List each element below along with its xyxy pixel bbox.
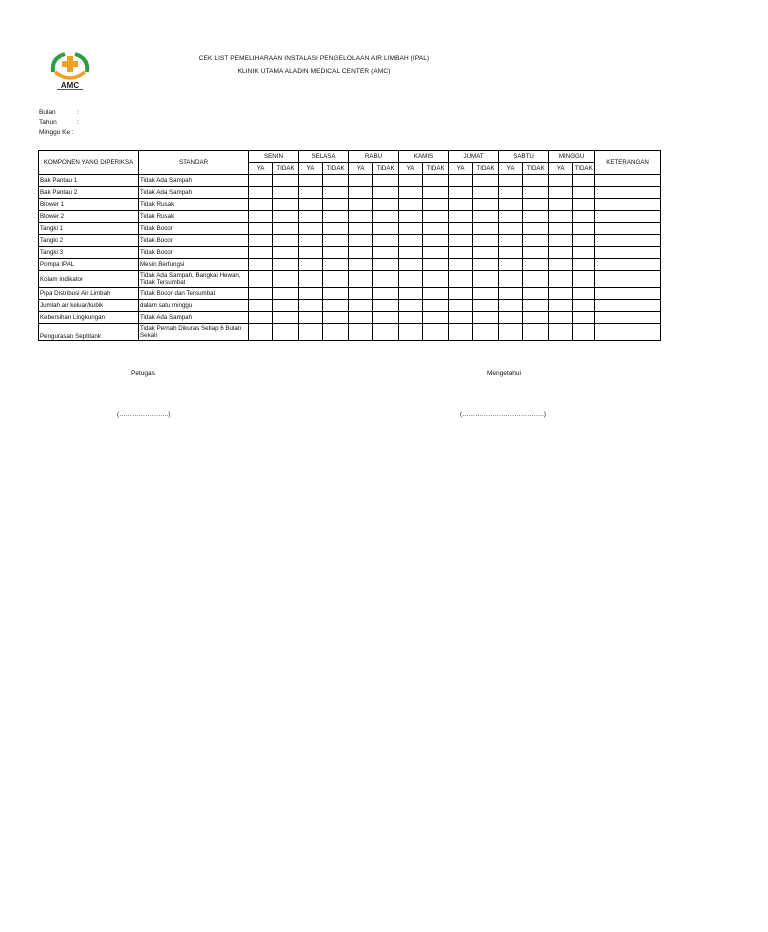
- component-cell: Pengurasan Septitank: [39, 324, 139, 341]
- check-cell-tidak[interactable]: [523, 223, 549, 235]
- check-cell-ya[interactable]: [299, 247, 323, 259]
- standard-cell: Tidak Rusak: [139, 211, 249, 223]
- notes-cell[interactable]: [595, 288, 661, 300]
- check-cell-tidak[interactable]: [373, 259, 399, 271]
- check-cell-ya[interactable]: [299, 175, 323, 187]
- check-cell-tidak[interactable]: [273, 312, 299, 324]
- check-cell-tidak[interactable]: [323, 288, 349, 300]
- check-cell-ya[interactable]: [549, 300, 573, 312]
- component-cell: Blower 2: [39, 211, 139, 223]
- subheader-tidak: TIDAK: [323, 163, 349, 175]
- check-cell-tidak[interactable]: [473, 288, 499, 300]
- table-row: [39, 235, 661, 247]
- notes-cell[interactable]: [595, 259, 661, 271]
- check-cell-tidak[interactable]: [323, 211, 349, 223]
- check-cell-ya[interactable]: [299, 324, 323, 341]
- check-cell-ya[interactable]: [399, 271, 423, 288]
- check-cell-ya[interactable]: [299, 259, 323, 271]
- component-cell: Bak Pantau 2: [39, 187, 139, 199]
- check-cell-tidak[interactable]: [273, 187, 299, 199]
- check-cell-ya[interactable]: [499, 312, 523, 324]
- check-cell-ya[interactable]: [399, 288, 423, 300]
- check-cell-ya[interactable]: [549, 259, 573, 271]
- check-cell-ya[interactable]: [549, 271, 573, 288]
- check-cell-ya[interactable]: [249, 247, 273, 259]
- officer-label: Petugas: [131, 370, 155, 377]
- header-standard: STANDAR: [139, 151, 249, 175]
- check-cell-ya[interactable]: [449, 199, 473, 211]
- check-cell-tidak[interactable]: [423, 211, 449, 223]
- check-cell-ya[interactable]: [399, 187, 423, 199]
- check-cell-ya[interactable]: [299, 223, 323, 235]
- check-cell-tidak[interactable]: [573, 235, 595, 247]
- check-cell-tidak[interactable]: [323, 247, 349, 259]
- table-row: [39, 199, 661, 211]
- subheader-tidak: TIDAK: [473, 163, 499, 175]
- check-cell-tidak[interactable]: [373, 271, 399, 288]
- check-cell-ya[interactable]: [449, 288, 473, 300]
- check-cell-tidak[interactable]: [423, 288, 449, 300]
- standard-cell: Tidak Rusak: [139, 199, 249, 211]
- check-cell-tidak[interactable]: [573, 223, 595, 235]
- check-cell-tidak[interactable]: [523, 247, 549, 259]
- check-cell-tidak[interactable]: [473, 271, 499, 288]
- component-cell: Bak Pantau 1: [39, 175, 139, 187]
- check-cell-tidak[interactable]: [573, 199, 595, 211]
- check-cell-ya[interactable]: [399, 300, 423, 312]
- check-cell-ya[interactable]: [449, 235, 473, 247]
- check-cell-ya[interactable]: [249, 324, 273, 341]
- check-cell-tidak[interactable]: [573, 211, 595, 223]
- check-cell-tidak[interactable]: [573, 175, 595, 187]
- check-cell-tidak[interactable]: [423, 175, 449, 187]
- check-cell-tidak[interactable]: [273, 324, 299, 341]
- table-row: [39, 288, 661, 300]
- check-cell-ya[interactable]: [299, 187, 323, 199]
- check-cell-ya[interactable]: [249, 312, 273, 324]
- check-cell-tidak[interactable]: [523, 259, 549, 271]
- header-day-senin: SENIN: [249, 151, 299, 163]
- check-cell-tidak[interactable]: [323, 271, 349, 288]
- standard-cell: Tidak Pernah Dikuras Setiap 6 Bulan Sekali: [139, 324, 249, 341]
- component-cell: Pompa IPAL: [39, 259, 139, 271]
- check-cell-tidak[interactable]: [473, 247, 499, 259]
- notes-cell[interactable]: [595, 211, 661, 223]
- table-row: [39, 247, 661, 259]
- check-cell-ya[interactable]: [249, 259, 273, 271]
- check-cell-tidak[interactable]: [423, 324, 449, 341]
- check-cell-tidak[interactable]: [423, 199, 449, 211]
- table-row: [39, 271, 661, 288]
- check-cell-ya[interactable]: [349, 223, 373, 235]
- logo-text: AMC: [60, 81, 80, 90]
- check-cell-ya[interactable]: [499, 271, 523, 288]
- check-cell-ya[interactable]: [449, 324, 473, 341]
- component-cell: Jumlah air keluar/kubik: [39, 300, 139, 312]
- check-cell-ya[interactable]: [449, 300, 473, 312]
- standard-cell: Tidak Ada Sampah: [139, 175, 249, 187]
- check-cell-tidak[interactable]: [473, 259, 499, 271]
- check-cell-ya[interactable]: [249, 175, 273, 187]
- check-cell-ya[interactable]: [449, 259, 473, 271]
- component-cell: Tangki 1: [39, 223, 139, 235]
- table-row: [39, 187, 661, 199]
- check-cell-tidak[interactable]: [523, 312, 549, 324]
- check-cell-ya[interactable]: [549, 235, 573, 247]
- check-cell-tidak[interactable]: [473, 300, 499, 312]
- check-cell-tidak[interactable]: [373, 187, 399, 199]
- check-cell-ya[interactable]: [499, 223, 523, 235]
- check-cell-ya[interactable]: [349, 175, 373, 187]
- check-cell-tidak[interactable]: [423, 300, 449, 312]
- notes-cell[interactable]: [595, 223, 661, 235]
- header-day-rabu: RABU: [349, 151, 399, 163]
- check-cell-ya[interactable]: [549, 223, 573, 235]
- check-cell-ya[interactable]: [549, 175, 573, 187]
- check-cell-ya[interactable]: [399, 259, 423, 271]
- check-cell-tidak[interactable]: [373, 247, 399, 259]
- header-component: KOMPONEN YANG DIPERIKSA: [39, 151, 139, 175]
- subheader-ya: YA: [549, 163, 573, 175]
- notes-cell[interactable]: [595, 187, 661, 199]
- check-cell-ya[interactable]: [449, 175, 473, 187]
- check-cell-tidak[interactable]: [373, 235, 399, 247]
- check-cell-ya[interactable]: [349, 187, 373, 199]
- meta-bulan: Bulan :: [39, 109, 79, 116]
- check-cell-ya[interactable]: [549, 288, 573, 300]
- check-cell-ya[interactable]: [449, 271, 473, 288]
- subheader-ya: YA: [299, 163, 323, 175]
- check-cell-tidak[interactable]: [423, 312, 449, 324]
- check-cell-ya[interactable]: [349, 199, 373, 211]
- check-cell-ya[interactable]: [499, 199, 523, 211]
- check-cell-tidak[interactable]: [273, 300, 299, 312]
- check-cell-tidak[interactable]: [473, 187, 499, 199]
- header-day-selasa: SELASA: [299, 151, 349, 163]
- check-cell-ya[interactable]: [549, 324, 573, 341]
- check-cell-tidak[interactable]: [323, 175, 349, 187]
- meta-tahun: Tahun :: [39, 119, 79, 126]
- check-cell-tidak[interactable]: [523, 235, 549, 247]
- check-cell-tidak[interactable]: [273, 211, 299, 223]
- component-cell: Kebersihan Lingkungan: [39, 312, 139, 324]
- check-cell-tidak[interactable]: [323, 312, 349, 324]
- check-cell-ya[interactable]: [299, 288, 323, 300]
- check-cell-ya[interactable]: [549, 211, 573, 223]
- table-row: [39, 175, 661, 187]
- check-cell-tidak[interactable]: [523, 271, 549, 288]
- check-cell-ya[interactable]: [549, 199, 573, 211]
- check-cell-ya[interactable]: [249, 288, 273, 300]
- subheader-tidak: TIDAK: [373, 163, 399, 175]
- header-day-jumat: JUMAT: [449, 151, 499, 163]
- check-cell-tidak[interactable]: [373, 312, 399, 324]
- table-row: [39, 324, 661, 341]
- subheader-ya: YA: [499, 163, 523, 175]
- check-cell-tidak[interactable]: [423, 187, 449, 199]
- standard-cell: Tidak Ada Sampah, Bangkai Hewan, Tidak Tersumbat: [139, 271, 249, 288]
- component-cell: Pipa Distribusi Air Limbah: [39, 288, 139, 300]
- component-cell: Tangki 3: [39, 247, 139, 259]
- check-cell-tidak[interactable]: [523, 175, 549, 187]
- check-cell-tidak[interactable]: [373, 223, 399, 235]
- header-day-sabtu: SABTU: [499, 151, 549, 163]
- component-cell: Kolam Indikator: [39, 271, 139, 288]
- check-cell-ya[interactable]: [449, 312, 473, 324]
- check-cell-ya[interactable]: [299, 312, 323, 324]
- check-cell-tidak[interactable]: [373, 300, 399, 312]
- check-cell-tidak[interactable]: [523, 211, 549, 223]
- check-cell-ya[interactable]: [499, 187, 523, 199]
- header-day-minggu: MINGGU: [549, 151, 595, 163]
- check-cell-tidak[interactable]: [423, 247, 449, 259]
- check-cell-tidak[interactable]: [273, 175, 299, 187]
- table-row: [39, 223, 661, 235]
- subheader-ya: YA: [249, 163, 273, 175]
- check-cell-ya[interactable]: [499, 259, 523, 271]
- check-cell-ya[interactable]: [499, 175, 523, 187]
- notes-cell[interactable]: [595, 235, 661, 247]
- table-row: [39, 312, 661, 324]
- check-cell-tidak[interactable]: [373, 324, 399, 341]
- check-cell-ya[interactable]: [299, 211, 323, 223]
- check-cell-ya[interactable]: [399, 324, 423, 341]
- standard-cell: Mesin Berfungsi: [139, 259, 249, 271]
- standard-cell: Tidak Bocor: [139, 223, 249, 235]
- check-cell-tidak[interactable]: [423, 259, 449, 271]
- check-cell-ya[interactable]: [249, 300, 273, 312]
- subheader-ya: YA: [449, 163, 473, 175]
- check-cell-tidak[interactable]: [573, 187, 595, 199]
- subheader-ya: YA: [399, 163, 423, 175]
- check-cell-ya[interactable]: [549, 187, 573, 199]
- check-cell-ya[interactable]: [349, 271, 373, 288]
- notes-cell[interactable]: [595, 271, 661, 288]
- check-cell-tidak[interactable]: [473, 312, 499, 324]
- check-cell-tidak[interactable]: [473, 199, 499, 211]
- check-cell-tidak[interactable]: [273, 271, 299, 288]
- check-cell-tidak[interactable]: [323, 259, 349, 271]
- check-cell-tidak[interactable]: [573, 300, 595, 312]
- standard-cell: Tidak Bocor: [139, 247, 249, 259]
- check-cell-ya[interactable]: [499, 324, 523, 341]
- check-cell-ya[interactable]: [349, 312, 373, 324]
- check-cell-ya[interactable]: [399, 175, 423, 187]
- check-cell-ya[interactable]: [249, 235, 273, 247]
- subheader-tidak: TIDAK: [273, 163, 299, 175]
- check-cell-ya[interactable]: [349, 288, 373, 300]
- header-notes: KETERANGAN: [595, 151, 661, 175]
- check-cell-ya[interactable]: [349, 235, 373, 247]
- check-cell-ya[interactable]: [349, 300, 373, 312]
- check-cell-ya[interactable]: [399, 223, 423, 235]
- check-cell-tidak[interactable]: [573, 271, 595, 288]
- check-cell-ya[interactable]: [349, 324, 373, 341]
- check-cell-ya[interactable]: [249, 211, 273, 223]
- check-cell-ya[interactable]: [349, 247, 373, 259]
- check-cell-tidak[interactable]: [273, 199, 299, 211]
- check-cell-tidak[interactable]: [273, 235, 299, 247]
- check-cell-ya[interactable]: [249, 187, 273, 199]
- check-cell-tidak[interactable]: [523, 300, 549, 312]
- check-cell-ya[interactable]: [399, 247, 423, 259]
- check-cell-tidak[interactable]: [523, 288, 549, 300]
- standard-cell: Tidak Ada Sampah: [139, 312, 249, 324]
- approver-label: Mengetahui: [487, 370, 521, 377]
- check-cell-tidak[interactable]: [523, 324, 549, 341]
- check-cell-tidak[interactable]: [473, 235, 499, 247]
- check-cell-ya[interactable]: [449, 187, 473, 199]
- header-day-kamis: KAMIS: [399, 151, 449, 163]
- notes-cell[interactable]: [595, 247, 661, 259]
- check-cell-ya[interactable]: [299, 199, 323, 211]
- check-cell-tidak[interactable]: [273, 288, 299, 300]
- meta-minggu: Minggu Ke :: [39, 129, 74, 136]
- check-cell-tidak[interactable]: [473, 211, 499, 223]
- check-cell-ya[interactable]: [399, 235, 423, 247]
- standard-cell: Tidak Ada Sampah: [139, 187, 249, 199]
- clinic-name: KLINIK UTAMA ALADIN MEDICAL CENTER (AMC): [237, 68, 391, 75]
- check-cell-tidak[interactable]: [323, 223, 349, 235]
- component-cell: Tangki 2: [39, 235, 139, 247]
- check-cell-tidak[interactable]: [323, 199, 349, 211]
- check-cell-ya[interactable]: [399, 199, 423, 211]
- check-cell-ya[interactable]: [549, 247, 573, 259]
- check-cell-tidak[interactable]: [573, 259, 595, 271]
- check-cell-tidak[interactable]: [273, 223, 299, 235]
- check-cell-ya[interactable]: [499, 211, 523, 223]
- check-cell-tidak[interactable]: [273, 259, 299, 271]
- check-cell-ya[interactable]: [499, 247, 523, 259]
- check-cell-ya[interactable]: [249, 271, 273, 288]
- check-cell-ya[interactable]: [499, 235, 523, 247]
- subheader-tidak: TIDAK: [423, 163, 449, 175]
- check-cell-ya[interactable]: [449, 211, 473, 223]
- check-cell-tidak[interactable]: [423, 271, 449, 288]
- check-cell-ya[interactable]: [299, 271, 323, 288]
- check-cell-tidak[interactable]: [273, 247, 299, 259]
- check-cell-tidak[interactable]: [423, 235, 449, 247]
- table-row: [39, 211, 661, 223]
- subheader-tidak: TIDAK: [573, 163, 595, 175]
- officer-signature-line: (…………………..): [117, 411, 171, 418]
- check-cell-tidak[interactable]: [323, 235, 349, 247]
- approver-signature-line: (………………………………..): [460, 411, 546, 418]
- check-cell-tidak[interactable]: [373, 175, 399, 187]
- check-cell-tidak[interactable]: [373, 211, 399, 223]
- check-cell-ya[interactable]: [249, 223, 273, 235]
- subheader-tidak: TIDAK: [523, 163, 549, 175]
- table-row: [39, 259, 661, 271]
- check-cell-ya[interactable]: [499, 288, 523, 300]
- table-row: [39, 300, 661, 312]
- notes-cell[interactable]: [595, 199, 661, 211]
- standard-cell: Tidak Bocor dan Tersumbat: [139, 288, 249, 300]
- notes-cell[interactable]: [595, 312, 661, 324]
- subheader-ya: YA: [349, 163, 373, 175]
- checklist-table: [38, 150, 661, 341]
- check-cell-ya[interactable]: [399, 312, 423, 324]
- check-cell-ya[interactable]: [299, 235, 323, 247]
- check-cell-ya[interactable]: [399, 211, 423, 223]
- check-cell-tidak[interactable]: [523, 199, 549, 211]
- check-cell-ya[interactable]: [449, 223, 473, 235]
- check-cell-tidak[interactable]: [473, 175, 499, 187]
- standard-cell: dalam satu minggu: [139, 300, 249, 312]
- check-cell-ya[interactable]: [249, 199, 273, 211]
- check-cell-ya[interactable]: [349, 211, 373, 223]
- check-cell-tidak[interactable]: [323, 324, 349, 341]
- notes-cell[interactable]: [595, 300, 661, 312]
- check-cell-tidak[interactable]: [473, 223, 499, 235]
- check-cell-ya[interactable]: [549, 312, 573, 324]
- check-cell-tidak[interactable]: [573, 247, 595, 259]
- check-cell-tidak[interactable]: [523, 187, 549, 199]
- notes-cell[interactable]: [595, 175, 661, 187]
- check-cell-tidak[interactable]: [323, 300, 349, 312]
- check-cell-tidak[interactable]: [573, 312, 595, 324]
- check-cell-ya[interactable]: [449, 247, 473, 259]
- check-cell-tidak[interactable]: [473, 324, 499, 341]
- document-title: CEK LIST PEMELIHARAAN INSTALASI PENGELOLAAN AIR LIMBAH (IPAL): [198, 55, 430, 62]
- standard-cell: Tidak Bocor: [139, 235, 249, 247]
- check-cell-tidak[interactable]: [423, 223, 449, 235]
- check-cell-ya[interactable]: [299, 300, 323, 312]
- check-cell-ya[interactable]: [349, 259, 373, 271]
- check-cell-tidak[interactable]: [573, 288, 595, 300]
- notes-cell[interactable]: [595, 324, 661, 341]
- check-cell-tidak[interactable]: [323, 187, 349, 199]
- check-cell-tidak[interactable]: [373, 199, 399, 211]
- check-cell-tidak[interactable]: [573, 324, 595, 341]
- check-cell-tidak[interactable]: [373, 288, 399, 300]
- component-cell: Blower 1: [39, 199, 139, 211]
- check-cell-ya[interactable]: [499, 300, 523, 312]
